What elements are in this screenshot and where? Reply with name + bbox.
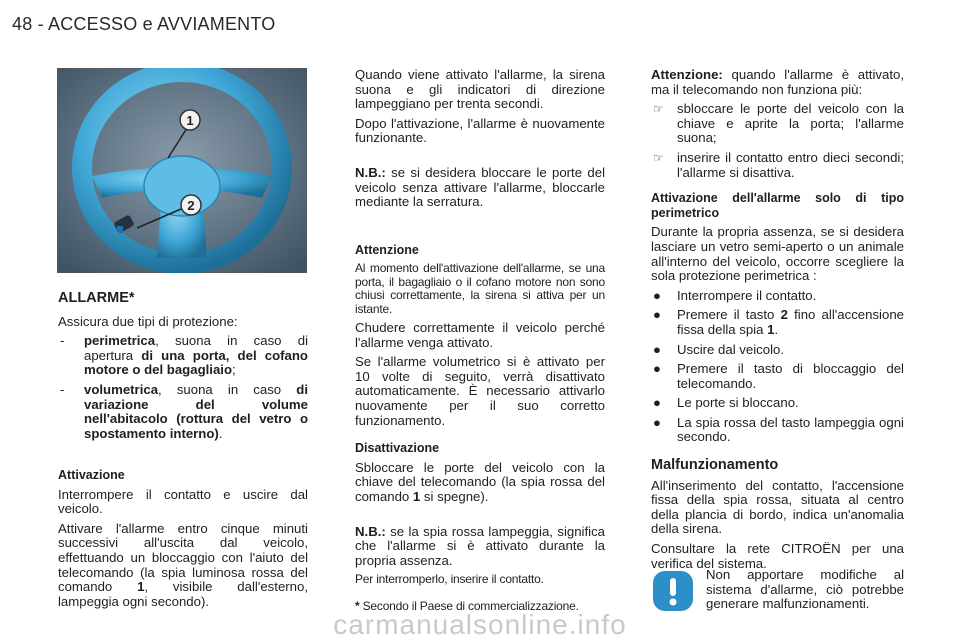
col2-p2: Dopo l'attivazione, l'allarme è nuovamente funzionante. [355,115,605,146]
attenzione-small: Al momento dell'attivazione dell'allarme, se una porta, il bagagliaio o il cofano motore non sono chiusi correttamente, la sirena si attiva per un istante. [355,261,605,316]
step-item: ● Interrompere il contatto. [653,287,817,303]
step-item: ● Uscire dal veicolo. [653,341,785,357]
perimetrico-p: Durante la propria assenza, se si desidera lasciare un vetro semi-aperto o un animale all'interno del veicolo, occorre scegliere la sola protezione perimetrica : [651,224,904,284]
attivazione-p1: Interrompere il contatto e uscire dal veicolo. [58,486,308,517]
step-item: ● Premere il tasto di bloccaggio del telecomando. [653,361,904,391]
col3-attenzione: Attenzione: quando l'allarme è attivato, ma il telecomando non funziona più: [651,67,904,97]
step-item: ● La spia rossa del tasto lampeggia ogni secondo. [653,414,904,445]
column-1 [58,291,308,446]
nb-note-1: N.B.: se si desidera bloccare le porte del veicolo senza attivare l'allarme, bloccarle mediante la serratura. [355,164,605,210]
column-1-activation [58,468,308,614]
malf-p2: Consultare la rete CITROËN per una verifica del sistema. [651,541,904,571]
subheading-attivazione: Attivazione [58,468,125,482]
nb-note-2: N.B.: se la spia rossa lampeggia, significa che l'allarme si è attivato durante la propria assenza. [355,523,605,568]
column-3 [651,68,904,576]
intro-text: Assicura due tipi di protezione: [58,313,238,329]
watermark: carmanualsonline.info [333,609,627,640]
pointing-hand-icon: ☞ [653,102,664,117]
subheading-attenzione: Attenzione [355,242,419,257]
attivazione-p2: Attivare l'allarme entro cinque minuti successivi all'uscita dal veicolo, effettuando un bloccaggio con l'aiuto del telecomando (la spia luminosa rossa del comando 1, visibile dall'esterno, lampeggia ogni secondo). [58,520,308,609]
protection-item-volumetrica: - volumetrica, suona in caso di variazione del volume nell'abitacolo (rottura del vetro o spostamento interno). [60,381,308,441]
warning-text: Non apportare modifiche al sistema d'allarme, ciò potrebbe generare malfunzionamenti. [706,567,904,612]
step-item: ● Le porte si bloccano. [653,395,799,411]
callout-2-label: 2 [187,198,195,213]
attenzione-p2: Chudere correttamente il veicolo perché l'allarme venga attivato. [355,319,605,350]
section-heading-malfunzionamento: Malfunzionamento [651,457,779,474]
subheading-disattivazione: Disattivazione [355,441,440,456]
attenzione-item-1: ☞ sbloccare le porte del veicolo con la chiave e aprite la porta; l'allarme suona; [653,101,904,146]
callout-1-label: 1 [186,113,194,128]
pointing-hand-icon: ☞ [653,150,664,165]
attenzione-item-2: ☞ inserire il contatto entro dieci secondi; l'allarme si disattiva. [653,149,904,180]
subheading-perimetrico: Attivazione dell'allarme solo di tipo perimetrico [651,191,904,220]
page-title: 48 - ACCESSO e AVVIAMENTO [12,14,276,34]
footnote: * Secondo il Paese di commercializzazione. [355,599,579,613]
section-heading-allarme: ALLARME* [58,290,135,306]
malf-p1: All'inserimento del contatto, l'accensione fissa della spia rossa, situata al centro della plancia di bordo, indica un'anomalia della sirena. [651,477,904,537]
protection-item-perimetrica: - perimetrica, suona in caso di apertura di una porta, del cofano motore o del bagagliaio; [60,333,308,378]
disattivazione-p1: Sbloccare le porte del veicolo con la chiave del telecomando (la spia rossa del comando 1 si spegne). [355,459,605,504]
attenzione-p3: Se l'allarme volumetrico si è attivato per 10 volte di seguito, verrà disattivato automaticamente. È necessario attivarlo nuovamente per il suo corretto funzionamento. [355,354,605,428]
col2-p1: Quando viene attivato l'allarme, la sirena suona e gli indicatori di direzione lampeggiano per trenta secondi. [355,67,605,112]
warning-icon [652,570,694,612]
column-2 [355,68,605,592]
step-item: ● Premere il tasto 2 fino all'accensione fissa della spia 1. [653,307,904,337]
nb-note-2-small: Per interromperlo, inserire il contatto. [355,572,544,587]
steering-wheel-illustration [57,68,307,273]
